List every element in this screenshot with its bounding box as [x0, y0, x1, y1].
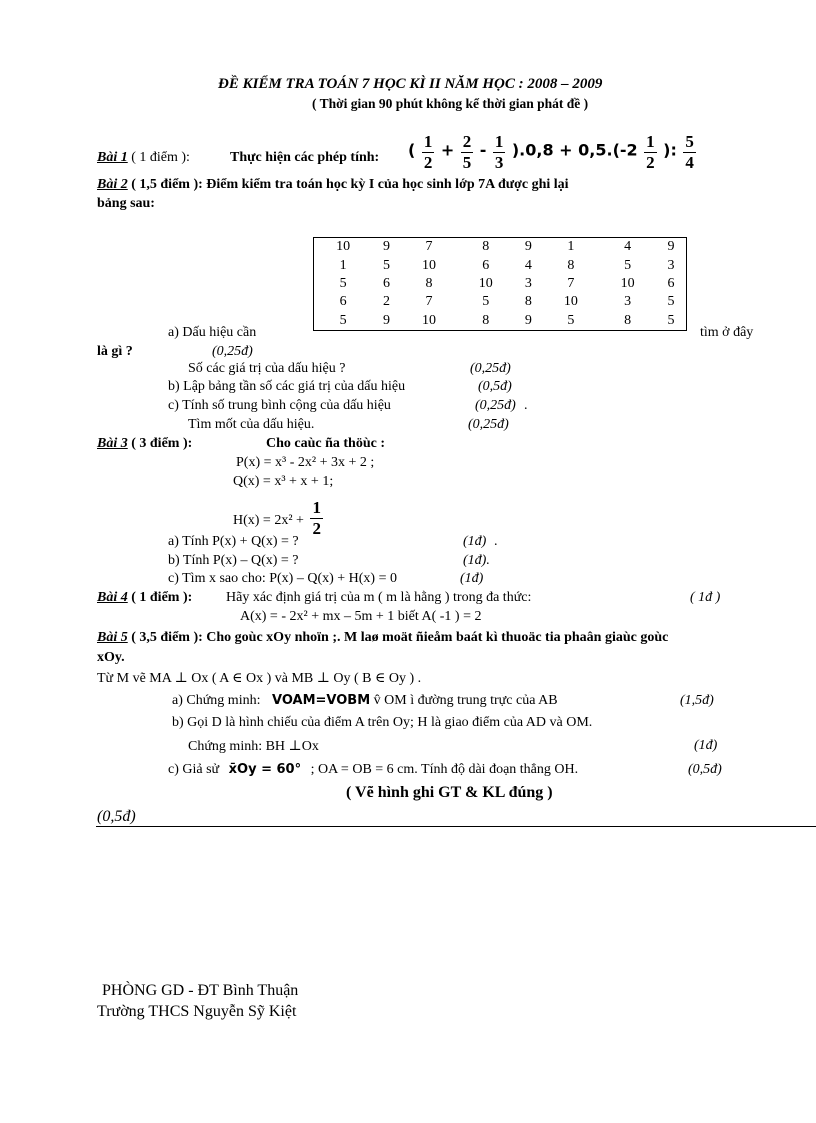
bai3-qc: c) Tìm x sao cho: P(x) – Q(x) + H(x) = 0 — [168, 571, 397, 586]
scores-table — [313, 237, 687, 331]
table-cell: 8 — [567, 257, 575, 273]
table-cell: 9 — [524, 239, 532, 255]
bai5-qb1: b) Gọi D là hình chiếu của điểm A trên Oy; H là giao điểm của AD và OM. — [172, 715, 593, 730]
bai3-line — [97, 436, 192, 452]
table-cell: 8 — [482, 312, 490, 328]
bai4-points: ( 1 điểm ): — [131, 590, 193, 605]
bai2-qc: c) Tính số trung bình cộng của dấu hiệu — [168, 398, 391, 413]
table-cell: 6 — [667, 275, 675, 291]
bai5-text1: Cho goùc xOy nhoïn ;. M laø moät ñieåm baát kì thuoäc tia phaân giaùc goùc — [206, 630, 669, 645]
expr-part2: ).0,8 + 0,5.(-2 — [511, 140, 638, 160]
bai5-qb2: Chứng minh: BH ⊥Ox — [188, 739, 319, 754]
bai3-qc-points: (1đ) — [460, 571, 484, 586]
table-cell: 5 — [567, 312, 575, 328]
expr-fraction-1: $\frac{1}{2}$ — [423, 132, 433, 172]
table-cell: 5 — [339, 312, 347, 328]
bai5-line3: Từ M vẽ MA ⊥ Ox ( A ∈ Ox ) và MB ⊥ Oy ( B ∈ Oy ) . — [97, 671, 422, 686]
table-cell: 5 — [667, 294, 675, 310]
bai4-expression: A(x) = - 2x² + mx – 5m + 1 biết A( -1 ) = 2 — [240, 609, 482, 624]
table-cell: 6 — [339, 294, 347, 310]
expr-fraction-3: $\frac{1}{3}$ — [494, 132, 504, 172]
school-dept: PHÒNG GD - ĐT Bình Thuận — [102, 982, 299, 999]
table-cell: 5 — [339, 275, 347, 291]
table-row — [314, 238, 687, 257]
bai2-qa-points: (0,25đ) — [212, 344, 253, 359]
table-cell: 8 — [624, 312, 632, 328]
bai1-line — [97, 146, 190, 170]
bai4-label: Bài 4 — [97, 590, 128, 605]
bai1-expression — [408, 132, 699, 173]
table-cell: 1 — [339, 257, 347, 273]
table-cell: 10 — [336, 239, 351, 255]
bai2-qa-left: a) Dấu hiệu cần — [168, 325, 257, 340]
bai5-qb-points: (1đ) — [694, 738, 718, 753]
bai1-points: ( 1 điểm ): — [131, 150, 190, 165]
exam-subtitle: ( Thời gian 90 phút không kể thời gian phát đề ) — [312, 96, 589, 111]
table-cell: 3 — [624, 294, 632, 310]
table-cell: 9 — [382, 239, 390, 255]
bai2-qa2: Số các giá trị của dấu hiệu ? — [188, 361, 346, 376]
expr-minus: - — [479, 140, 487, 160]
table-cell: 8 — [482, 239, 490, 255]
poly-h-fraction: $\frac{1}{2}$ — [312, 498, 321, 538]
bai3-text: Cho caùc ña thöùc : — [266, 436, 386, 451]
bai4-points-right: ( 1đ ) — [690, 590, 721, 605]
bai5-qc-pre: c) Giả sử — [168, 762, 220, 777]
bai1-label: Bài 1 — [97, 150, 128, 165]
table-cell: 6 — [482, 257, 490, 273]
table-cell: 10 — [620, 275, 635, 291]
bai2-qb-points: (0,5đ) — [478, 379, 512, 394]
exam-title: ĐỀ KIỂM TRA TOÁN 7 HỌC KÌ II NĂM HỌC : 2008 – 2009 — [218, 76, 603, 92]
table-cell: 9 — [667, 239, 675, 255]
bai3-qb: b) Tính P(x) – Q(x) = ? — [168, 553, 299, 568]
bai2-qc-points: (0,25đ) — [475, 398, 516, 413]
bai2-qd: Tìm mốt của dấu hiệu. — [188, 417, 315, 432]
bai2-qa-line2: là gì ? — [97, 344, 133, 359]
table-cell: 9 — [524, 312, 532, 328]
table-cell: 5 — [482, 294, 490, 310]
table-cell: 2 — [382, 294, 390, 310]
table-cell: 3 — [524, 275, 532, 291]
bai3-qa-points: (1đ) — [463, 534, 487, 549]
expr-fraction-5: $\frac{5}{4}$ — [685, 132, 694, 172]
bai5-qa — [172, 693, 558, 709]
bai3-points: ( 3 điểm ): — [131, 436, 193, 451]
table-row — [314, 275, 687, 293]
bai3-qb-points: (1đ). — [463, 553, 490, 568]
bai5-line — [97, 630, 668, 646]
poly-q: Q(x) = x³ + x + 1; — [233, 474, 334, 489]
table-cell: 3 — [667, 257, 675, 273]
expr-fraction-2: $\frac{2}{5}$ — [462, 132, 472, 172]
bai5-footer-points: (0,5đ) — [97, 808, 136, 825]
bai5-qa-pre: a) Chứng minh: — [172, 693, 261, 708]
bai5-qc-post: ; OA = OB = 6 cm. Tính độ dài đoạn thẳng OH. — [310, 762, 579, 777]
table-cell: 7 — [425, 294, 433, 310]
bai2-qa2-points: (0,25đ) — [470, 361, 511, 376]
table-cell: 5 — [382, 257, 390, 273]
bai5-text2: xOy. — [97, 650, 125, 665]
bai5-qc — [168, 762, 578, 778]
table-cell: 6 — [382, 275, 390, 291]
poly-h — [233, 498, 326, 539]
expr-plus: + — [440, 140, 455, 160]
bai2-label: Bài 2 — [97, 177, 128, 192]
bai4-text: Hãy xác định giá trị của m ( m là hằng ) trong đa thức: — [226, 590, 532, 605]
bai5-footer-note: ( Vẽ hình ghi GT & KL đúng ) — [346, 784, 553, 801]
bai2-line — [97, 177, 569, 193]
table-cell: 10 — [422, 257, 437, 273]
table-cell: 10 — [478, 275, 493, 291]
table-cell: 10 — [563, 294, 578, 310]
bai3-qa: a) Tính P(x) + Q(x) = ? — [168, 534, 299, 549]
table-cell: 10 — [422, 312, 437, 328]
table-cell: 5 — [624, 257, 632, 273]
bai2-text2: bảng sau: — [97, 196, 155, 211]
expr-open-paren: ( — [408, 140, 416, 160]
table-row — [314, 312, 687, 331]
bai3-qa-end: . — [494, 534, 498, 549]
bai2-qa-right: tìm ở đây — [700, 325, 754, 340]
bai2-qc-dot: . — [524, 398, 528, 413]
bai4-line — [97, 590, 192, 606]
bai2-text1: Điểm kiểm tra toán học kỳ I của học sinh lớp 7A được ghi lại — [206, 177, 569, 192]
table-row — [314, 256, 687, 274]
table-cell: 7 — [567, 275, 575, 291]
table-cell: 4 — [524, 257, 532, 273]
table-cell: 4 — [624, 239, 632, 255]
school-name: Trường THCS Nguyễn Sỹ Kiệt — [97, 1003, 297, 1020]
bai5-qa-post: v̂ OM ì đường trung trực của AB — [373, 693, 558, 708]
bai1-text: Thực hiện các phép tính: — [230, 150, 380, 165]
bai5-points: ( 3,5 điểm ): — [131, 630, 203, 645]
table-cell: 9 — [382, 312, 390, 328]
table-cell: 8 — [425, 275, 433, 291]
table-cell: 1 — [567, 239, 575, 255]
bai5-label: Bài 5 — [97, 630, 128, 645]
bai5-qc-points: (0,5đ) — [688, 762, 722, 777]
poly-h-text: H(x) = 2x² + — [233, 513, 304, 528]
divider-line — [96, 826, 816, 827]
bai3-label: Bài 3 — [97, 436, 128, 451]
expr-fraction-4: $\frac{1}{2}$ — [646, 132, 655, 172]
poly-p: P(x) = x³ - 2x² + 3x + 2 ; — [236, 455, 375, 470]
bai5-qa-math: VOAM=VOBM — [271, 693, 371, 708]
bai5-qc-math: x̄Oy = 60° — [228, 762, 302, 777]
expr-part3: ): — [663, 140, 677, 160]
table-cell: 5 — [667, 312, 675, 328]
bai2-qd-points: (0,25đ) — [468, 417, 509, 432]
table-cell: 8 — [524, 294, 532, 310]
table-cell: 7 — [425, 239, 433, 255]
table-row — [314, 293, 687, 311]
bai2-points: ( 1,5 điểm ): — [131, 177, 203, 192]
bai2-qb: b) Lập bảng tần số các giá trị của dấu hiệu — [168, 379, 406, 394]
bai5-qa-points: (1,5đ) — [680, 693, 714, 708]
